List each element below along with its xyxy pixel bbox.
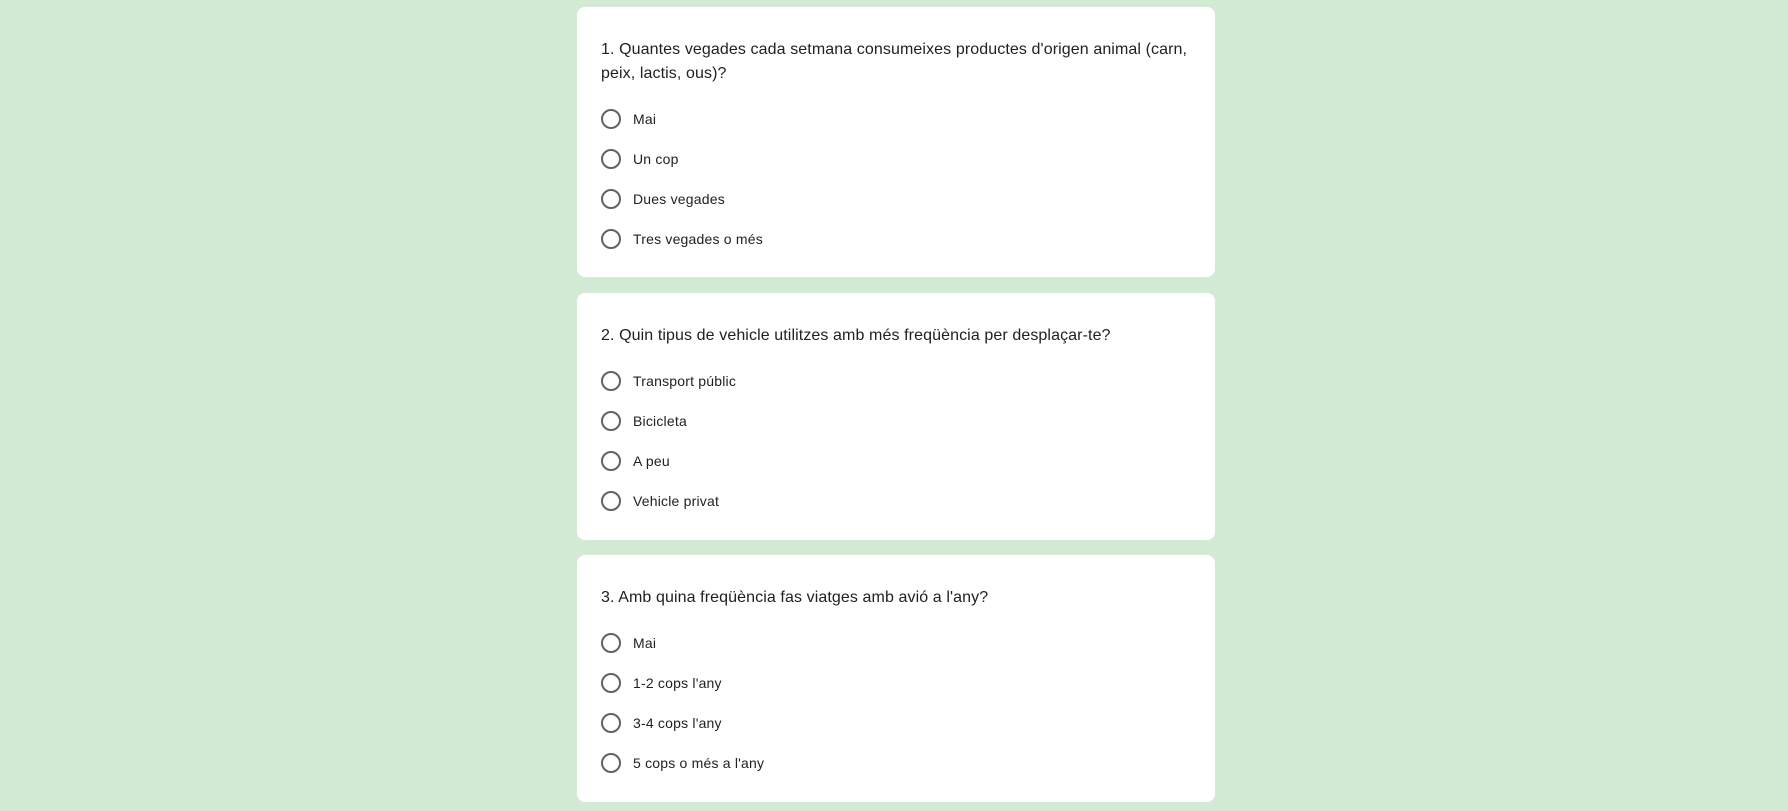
radio-option[interactable] — [601, 703, 1191, 743]
radio-button-icon[interactable] — [601, 633, 621, 653]
radio-button-icon[interactable] — [601, 753, 621, 773]
option-label: Tres vegades o més — [633, 231, 763, 247]
radio-option[interactable] — [601, 179, 1191, 219]
option-label: A peu — [633, 453, 670, 469]
radio-button-icon[interactable] — [601, 229, 621, 249]
radio-option[interactable] — [601, 441, 1191, 481]
radio-option[interactable] — [601, 139, 1191, 179]
option-label: Bicicleta — [633, 413, 687, 429]
option-label: Vehicle privat — [633, 493, 720, 509]
option-label: 3-4 cops l'any — [633, 715, 722, 731]
radio-button-icon[interactable] — [601, 451, 621, 471]
radio-option[interactable] — [601, 219, 1191, 259]
option-label: 1-2 cops l'any — [633, 675, 722, 691]
question-title: 2. Quin tipus de vehicle utilitzes amb més freqüència per desplaçar-te? — [601, 327, 1111, 344]
question-title: 3. Amb quina freqüència fas viatges amb avió a l'any? — [601, 589, 989, 606]
radio-button-icon[interactable] — [601, 189, 621, 209]
radio-option[interactable] — [601, 743, 1191, 783]
radio-group — [601, 99, 1191, 259]
radio-option[interactable] — [601, 481, 1191, 521]
radio-button-icon[interactable] — [601, 109, 621, 129]
option-label: Un cop — [633, 151, 679, 167]
radio-option[interactable] — [601, 361, 1191, 401]
question-card-1 — [577, 7, 1215, 277]
option-label: Dues vegades — [633, 191, 725, 207]
option-label: Mai — [633, 111, 657, 127]
question-title: 1. Quantes vegades cada setmana consumeixes productes d'origen animal (carn, peix, lactis, ous)? — [601, 41, 1188, 82]
radio-group — [601, 361, 1191, 521]
radio-option[interactable] — [601, 99, 1191, 139]
radio-button-icon[interactable] — [601, 411, 621, 431]
radio-button-icon[interactable] — [601, 713, 621, 733]
question-card-3 — [577, 555, 1215, 802]
radio-option[interactable] — [601, 401, 1191, 441]
radio-group — [601, 623, 1191, 783]
option-label: Transport públic — [633, 373, 737, 389]
radio-option[interactable] — [601, 663, 1191, 703]
radio-button-icon[interactable] — [601, 149, 621, 169]
radio-option[interactable] — [601, 623, 1191, 663]
option-label: Mai — [633, 635, 657, 651]
radio-button-icon[interactable] — [601, 371, 621, 391]
option-label: 5 cops o més a l'any — [633, 755, 765, 771]
question-card-2 — [577, 293, 1215, 540]
radio-button-icon[interactable] — [601, 673, 621, 693]
radio-button-icon[interactable] — [601, 491, 621, 511]
